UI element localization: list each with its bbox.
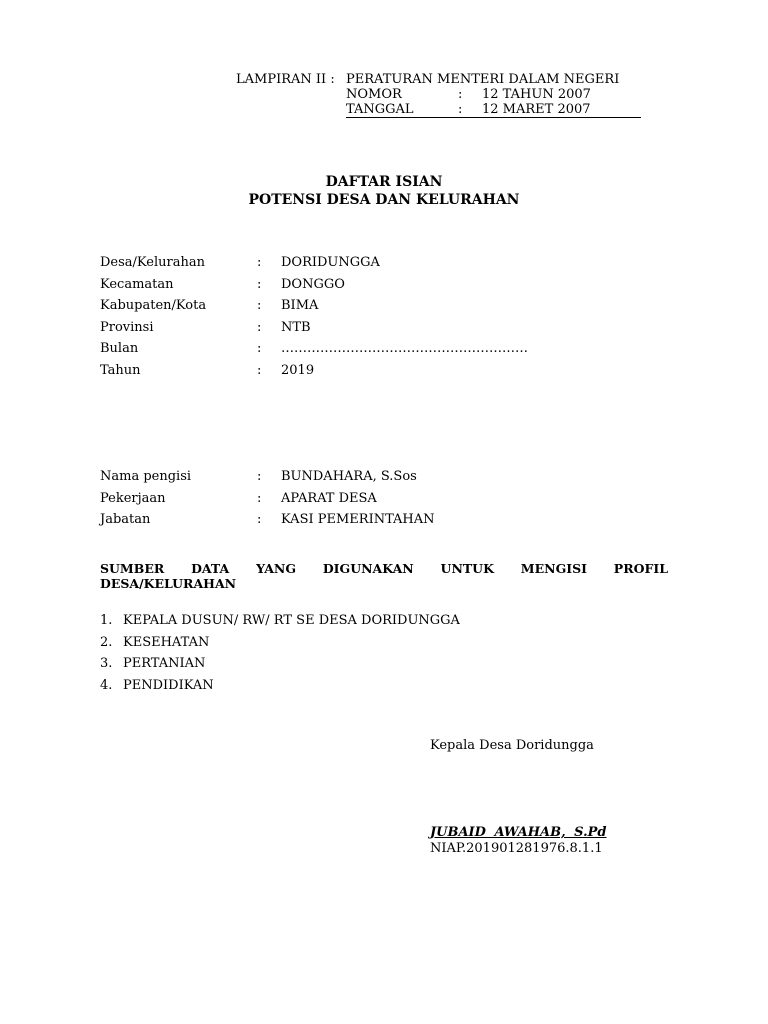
tanggal-label: TANGGAL xyxy=(346,102,414,117)
field-sep: : xyxy=(257,469,262,484)
field-value: NTB xyxy=(281,319,311,335)
field-sep: : xyxy=(257,512,262,527)
list-number: 2. xyxy=(100,634,113,650)
field-sep: : xyxy=(257,490,262,506)
field-row-provinsi xyxy=(100,317,528,339)
field-label: Desa/Kelurahan xyxy=(100,255,205,270)
sumber-word: DATA xyxy=(191,561,230,576)
list-item xyxy=(100,653,460,675)
sumber-word: SUMBER xyxy=(100,561,165,576)
sumber-line2: DESA/KELURAHAN xyxy=(100,576,237,591)
signature-title: Kepala Desa Doridungga xyxy=(430,738,594,753)
field-label: Pekerjaan xyxy=(100,490,166,506)
field-sep: : xyxy=(257,319,262,335)
list-text: PERTANIAN xyxy=(123,656,206,671)
signature-name: JUBAID AWAHAB, S.Pd xyxy=(430,825,607,840)
lampiran-label: LAMPIRAN II : xyxy=(236,72,335,87)
list-text: PENDIDIKAN xyxy=(123,677,214,693)
sources-list xyxy=(100,610,460,696)
nomor-label: NOMOR xyxy=(346,87,402,102)
document-title: DAFTAR ISIAN xyxy=(325,174,443,190)
field-label: Nama pengisi xyxy=(100,469,192,484)
list-number: 4. xyxy=(100,677,113,693)
field-label: Provinsi xyxy=(100,319,154,335)
field-sep: : xyxy=(257,298,262,313)
field-sep: : xyxy=(257,341,262,356)
field-value: 2019 xyxy=(281,362,315,378)
tanggal-sep: : xyxy=(458,102,463,117)
field-row-nama-pengisi xyxy=(100,466,435,488)
sumber-word: PROFIL xyxy=(613,561,668,576)
field-sep: : xyxy=(257,362,262,378)
nomor-value: 12 TAHUN 2007 xyxy=(482,87,591,102)
lampiran-header xyxy=(236,72,641,118)
sumber-data-heading xyxy=(100,561,668,591)
field-value: APARAT DESA xyxy=(281,490,377,506)
field-sep: : xyxy=(257,255,262,270)
field-row-kabupaten xyxy=(100,295,528,317)
list-number: 1. xyxy=(100,613,113,628)
field-value: BIMA xyxy=(281,298,319,313)
field-row-desa xyxy=(100,252,528,274)
field-row-kecamatan xyxy=(100,274,528,296)
list-item xyxy=(100,675,460,697)
list-text: KESEHATAN xyxy=(123,634,210,650)
field-value: KASI PEMERINTAHAN xyxy=(281,512,435,527)
field-label: Jabatan xyxy=(100,512,151,527)
nomor-sep: : xyxy=(458,87,463,102)
sumber-word: MENGISI xyxy=(520,561,587,576)
field-value: BUNDAHARA, S.Sos xyxy=(281,469,417,484)
field-row-bulan xyxy=(100,338,528,360)
identity-fields xyxy=(100,252,528,381)
signature-niap: NIAP.201901281976.8.1.1 xyxy=(430,841,603,856)
field-value: ………………………………………………… xyxy=(281,341,528,356)
field-row-tahun xyxy=(100,360,528,382)
field-label: Bulan xyxy=(100,341,139,356)
list-text: KEPALA DUSUN/ RW/ RT SE DESA DORIDUNGGA xyxy=(123,613,460,628)
tanggal-value: 12 MARET 2007 xyxy=(482,102,591,117)
list-item xyxy=(100,610,460,632)
sumber-word: YANG xyxy=(256,561,297,576)
list-item xyxy=(100,632,460,654)
document-subtitle: POTENSI DESA DAN KELURAHAN xyxy=(248,192,520,208)
field-label: Kecamatan xyxy=(100,276,174,292)
field-sep: : xyxy=(257,276,262,292)
list-number: 3. xyxy=(100,656,113,671)
field-value: DORIDUNGGA xyxy=(281,255,380,270)
sumber-word: UNTUK xyxy=(440,561,494,576)
field-value: DONGGO xyxy=(281,276,345,292)
filler-fields xyxy=(100,466,435,531)
lampiran-title: PERATURAN MENTERI DALAM NEGERI xyxy=(346,72,620,87)
field-row-pekerjaan xyxy=(100,488,435,510)
sumber-word: DIGUNAKAN xyxy=(322,561,414,576)
field-label: Kabupaten/Kota xyxy=(100,298,207,313)
field-label: Tahun xyxy=(100,362,141,378)
field-row-jabatan xyxy=(100,509,435,531)
